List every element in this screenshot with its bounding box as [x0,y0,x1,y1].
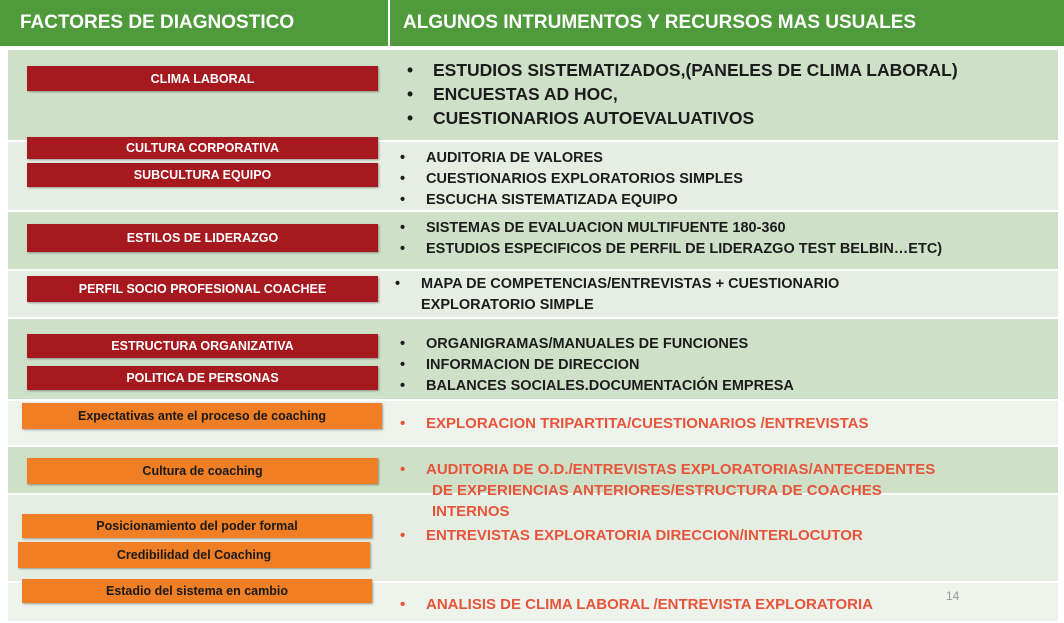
factor-expectativas-coaching: Expectativas ante el proceso de coaching [22,403,382,429]
list-item: • BALANCES SOCIALES.DOCUMENTACIÓN EMPRESA [398,376,794,397]
header-instruments: ALGUNOS INTRUMENTOS Y RECURSOS MAS USUALES [403,12,917,33]
list-item: • ENCUESTAS AD HOC, [405,82,958,106]
factor-clima-laboral: CLIMA LABORAL [27,66,378,91]
list-item: • AUDITORIA DE O.D./ENTREVISTAS EXPLORATORIAS/ANTECEDENTES [398,459,935,480]
list-item: • ESTUDIOS SISTEMATIZADOS,(PANELES DE CLIMA LABORAL) [405,58,958,82]
list-item: • EXPLORACION TRIPARTITA/CUESTIONARIOS /ENTREVISTAS [398,413,869,434]
factor-estadio-sistema: Estadio del sistema en cambio [22,579,372,603]
list-item: • CUESTIONARIOS AUTOEVALUATIVOS [405,106,958,130]
factor-cultura-coaching: Cultura de coaching [27,458,378,484]
factor-estructura-organizativa: ESTRUCTURA ORGANIZATIVA [27,334,378,358]
instrument-list-estructura [398,334,794,397]
factor-subcultura-equipo: SUBCULTURA EQUIPO [27,163,378,187]
factor-perfil-coachee: PERFIL SOCIO PROFESIONAL COACHEE [27,276,378,302]
list-item: • ORGANIGRAMAS/MANUALES DE FUNCIONES [398,334,794,355]
instrument-list-cultura-coaching [398,459,935,522]
factor-politica-personas: POLITICA DE PERSONAS [27,366,378,390]
list-item: • ESCUCHA SISTEMATIZADA EQUIPO [398,190,743,211]
instrument-list-perfil [393,274,839,316]
instrument-list-expectativas [398,413,869,434]
instrument-list-poder [398,525,863,546]
header-divider [388,0,390,46]
list-item: • SISTEMAS DE EVALUACION MULTIFUENTE 180-360 [398,218,942,239]
instrument-list-estadio [398,594,873,615]
list-item: • AUDITORIA DE VALORES [398,148,743,169]
factor-poder-formal: Posicionamiento del poder formal [22,514,372,538]
factor-cultura-corporativa: CULTURA CORPORATIVA [27,137,378,159]
list-item-continuation: EXPLORATORIO SIMPLE [421,297,594,313]
list-item [393,295,839,316]
list-item: • INFORMACION DE DIRECCION [398,355,794,376]
list-item: • ANALISIS DE CLIMA LABORAL /ENTREVISTA EXPLORATORIA [398,594,873,615]
list-item: • CUESTIONARIOS EXPLORATORIOS SIMPLES [398,169,743,190]
instrument-list-cultura [398,148,743,211]
factor-estilos-liderazgo: ESTILOS DE LIDERAZGO [27,224,378,252]
list-item [398,480,935,501]
list-item: • ENTREVISTAS EXPLORATORIA DIRECCION/INTERLOCUTOR [398,525,863,546]
list-item-continuation: DE EXPERIENCIAS ANTERIORES/ESTRUCTURA DE COACHES [432,482,882,499]
factor-credibilidad-coaching: Credibilidad del Coaching [18,542,370,568]
instrument-list-liderazgo [398,218,942,260]
list-item: • ESTUDIOS ESPECIFICOS DE PERFIL DE LIDERAZGO TEST BELBIN…ETC) [398,239,942,260]
table-header [0,0,1064,49]
list-item: • MAPA DE COMPETENCIAS/ENTREVISTAS + CUESTIONARIO [393,274,839,295]
list-item [398,501,935,522]
header-factors: FACTORES DE DIAGNOSTICO [20,12,295,33]
instrument-list-clima [405,58,958,130]
list-item-continuation: INTERNOS [432,503,510,520]
page-number: 14 [946,589,960,603]
